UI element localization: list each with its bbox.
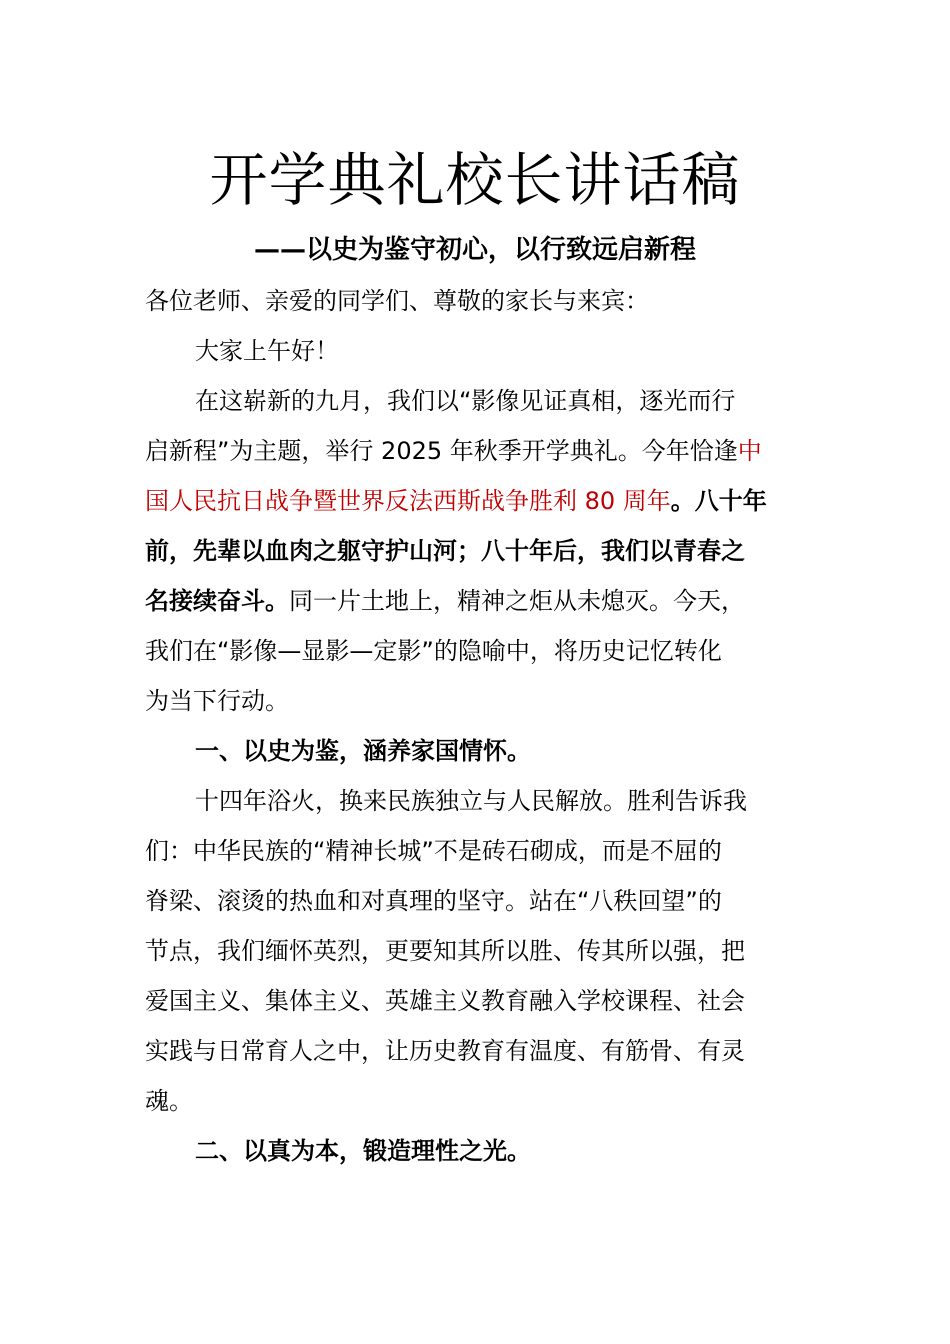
- paragraph-2-line-3: 脊梁、滚烫的热血和对真理的坚守。站在“八秩回望”的: [145, 887, 722, 915]
- paragraph-1-line-7: 为当下行动。: [145, 687, 289, 715]
- paragraph-1-line-4: 前，先辈以血肉之躯守护山河；八十年后，我们以青春之: [145, 537, 745, 565]
- paragraph-1-line-2-text: 启新程”为主题，举行 2025 年秋季开学典礼。今年恰逢: [145, 437, 738, 465]
- paragraph-2-line-4: 节点，我们缅怀英烈，更要知其所以胜、传其所以强，把: [145, 937, 745, 965]
- document-subtitle: ——以史为鉴守初心，以行致远启新程: [253, 235, 696, 265]
- paragraph-1-bold-end: 名接续奋斗。: [145, 587, 289, 615]
- hello-line: 大家上午好！: [195, 337, 339, 365]
- paragraph-1-line-1: 在这崭新的九月，我们以“影像见证真相，逐光而行: [195, 387, 736, 415]
- document-title: 开学典礼校长讲话稿: [209, 146, 741, 214]
- paragraph-1-line-5: [145, 583, 745, 619]
- paragraph-1-line-5-text: 同一片土地上，精神之炬从未熄灭。今天，: [289, 587, 745, 615]
- paragraph-2-line-7: 魂。: [145, 1087, 193, 1115]
- section-2-heading: 二、以真为本，锻造理性之光。: [195, 1137, 531, 1165]
- paragraph-1-line-3: [145, 483, 767, 519]
- paragraph-1-bold-start: 。八十年: [670, 487, 767, 515]
- section-1-heading: 一、以史为鉴，涵养家国情怀。: [195, 737, 531, 765]
- paragraph-1-line-6: 我们在“影像—显影—定影”的隐喻中，将历史记忆转化: [145, 637, 722, 665]
- paragraph-2-line-6: 实践与日常育人之中，让历史教育有温度、有筋骨、有灵: [145, 1037, 745, 1065]
- paragraph-1-highlight-anniversary: 国人民抗日战争暨世界反法西斯战争胜利 80 周年: [145, 487, 671, 515]
- paragraph-1-line-2: [145, 433, 762, 469]
- paragraph-2-line-2: 们：中华民族的“精神长城”不是砖石砌成，而是不屈的: [145, 837, 722, 865]
- paragraph-1-highlight-start: 中: [737, 437, 762, 465]
- paragraph-2-line-1: 十四年浴火，换来民族独立与人民解放。胜利告诉我: [195, 787, 747, 815]
- paragraph-2-line-5: 爱国主义、集体主义、英雄主义教育融入学校课程、社会: [145, 987, 745, 1015]
- greeting-line: 各位老师、亲爱的同学们、尊敬的家长与来宾：: [145, 287, 649, 315]
